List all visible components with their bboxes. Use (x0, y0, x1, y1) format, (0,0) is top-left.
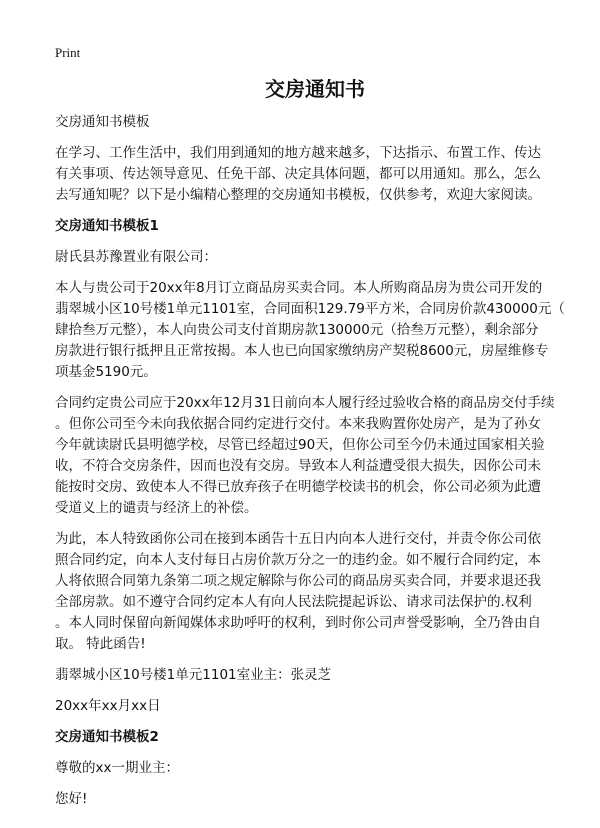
template1-signature: 翡翠城小区10号楼1单元1101室业主：张灵芝 (55, 667, 332, 683)
text-line: 房款进行银行抵押且正常按揭。本人也已向国家缴纳房产契税8600元，房屋维修专 (55, 343, 549, 359)
text-line: 人将依照合同第九条第二项之规定解除与你公司的商品房买卖合同，并要求退还我 (55, 573, 541, 589)
template1-paragraph-1 (55, 278, 575, 383)
template2-greeting: 您好! (55, 791, 88, 807)
text-line: 为此，本人特致函你公司在接到本函告十五日内向本人进行交付，并责令你公司依 (55, 531, 541, 547)
text-line: 项基金5190元。 (55, 364, 157, 380)
document (55, 44, 575, 820)
text-line: 取。 特此函告! (55, 636, 146, 652)
subtitle: 交房通知书模板 (55, 114, 150, 130)
text-line: 全部房款。如不遵守合同约定本人有向人民法院提起诉讼、请求司法保护的.权利 (55, 594, 532, 610)
intro-paragraph (55, 143, 575, 206)
text-line: 肆拾叁万元整），本人向贵公司支付首期房款130000元（拾叁万元整），剩余部分 (55, 322, 539, 338)
text-line: 收，不符合交房条件，因而也没有交房。导致本人利益遭受很大损失，因你公司未 (55, 458, 541, 474)
template1-date: 20xx年xx月xx日 (55, 698, 161, 714)
template1-heading: 交房通知书模板1 (55, 218, 159, 234)
text-line: 在学习、工作生活中，我们用到通知的地方越来越多，下达指示、布置工作、传达 (55, 145, 541, 161)
template1-paragraph-3 (55, 529, 575, 655)
text-line: 翡翠城小区10号楼1单元1101室，合同面积129.79平方米，合同房价款430000元（ (55, 301, 565, 317)
text-line: 有关事项、传达领导意见、任免干部、决定具体问题，都可以用通知。那么，怎么 (55, 166, 541, 182)
document-title: 交房通知书 (265, 77, 365, 101)
text-line: 本人与贵公司于20xx年8月订立商品房买卖合同。本人所购商品房为贵公司开发的 (55, 280, 543, 296)
print-link[interactable]: Print (55, 45, 81, 60)
text-line: 能按时交房、致使本人不得已放弃孩子在明德学校读书的机会，你公司必须为此遭 (55, 479, 541, 495)
text-line: 。但你公司至今未向我依据合同约定进行交付。本来我购置你处房产，是为了孙女 (55, 416, 541, 432)
text-line: 受道义上的谴责与经济上的补偿。 (55, 500, 258, 516)
template2-heading: 交房通知书模板2 (55, 729, 159, 745)
template1-paragraph-2 (55, 393, 575, 519)
text-line: 合同约定贵公司应于20xx年12月31日前向本人履行经过验收合格的商品房交付手续 (55, 395, 555, 411)
text-line: 去写通知呢？以下是小编精心整理的交房通知书模板，仅供参考，欢迎大家阅读。 (55, 187, 541, 203)
template1-salutation: 尉氏县苏豫置业有限公司： (55, 249, 217, 265)
text-line: 今年就读尉氏县明德学校，尽管已经超过90天，但你公司至今仍未通过国家相关验 (55, 437, 545, 453)
template2-salutation: 尊敬的xx一期业主： (55, 760, 179, 776)
text-line: 照合同约定，向本人支付每日占房价款万分之一的违约金。如不履行合同约定，本 (55, 552, 541, 568)
text-line: 。本人同时保留向新闻媒体求助呼吁的权利，到时你公司声誉受影响，全乃咎由自 (55, 615, 541, 631)
